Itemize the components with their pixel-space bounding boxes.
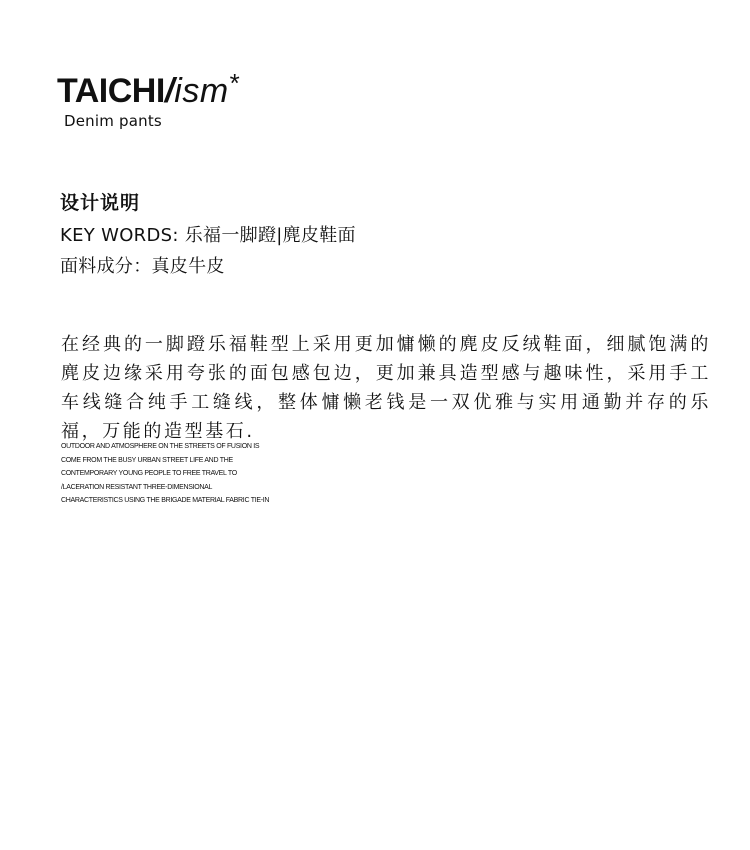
english-line: OUTDOOR AND ATMOSPHERE ON THE STREETS OF FUSION IS bbox=[61, 443, 260, 450]
material-line: 面料成分：真皮牛皮 bbox=[60, 256, 225, 277]
english-line: CONTEMPORARY YOUNG PEOPLE TO FREE TRAVEL TO bbox=[61, 470, 237, 477]
logo-slash: / bbox=[164, 72, 175, 110]
logo-suffix-text: ism bbox=[174, 72, 229, 110]
brand-logo bbox=[57, 70, 240, 108]
english-line: CHARACTERISTICS USING THE BRIGADE MATERIAL FABRIC TIE-IN bbox=[61, 497, 270, 504]
logo-asterisk: * bbox=[229, 68, 240, 98]
product-description: 在经典的一脚蹬乐福鞋型上采用更加慵懒的麂皮反绒鞋面，细腻饱满的麂皮边缘采用夸张的面包感包边，更加兼具造型感与趣味性，采用手工车线缝合纯手工缝线，整体慵懒老钱是一双优雅与实用通勤并存的乐福，万能的造型基石. bbox=[61, 334, 711, 442]
english-description bbox=[61, 440, 269, 508]
logo-subtitle: Denim pants bbox=[64, 112, 162, 130]
english-line: COME FROM THE BUSY URBAN STREET LIFE AND THE bbox=[61, 456, 233, 464]
section-title: 设计说明 bbox=[60, 192, 141, 214]
english-line: /LACERATION RESISTANT THREE-DIMENSIONAL bbox=[61, 483, 213, 491]
logo-main-text: TAICHI bbox=[57, 72, 165, 110]
keywords-line: KEY WORDS: 乐福一脚蹬|麂皮鞋面 bbox=[60, 225, 356, 246]
